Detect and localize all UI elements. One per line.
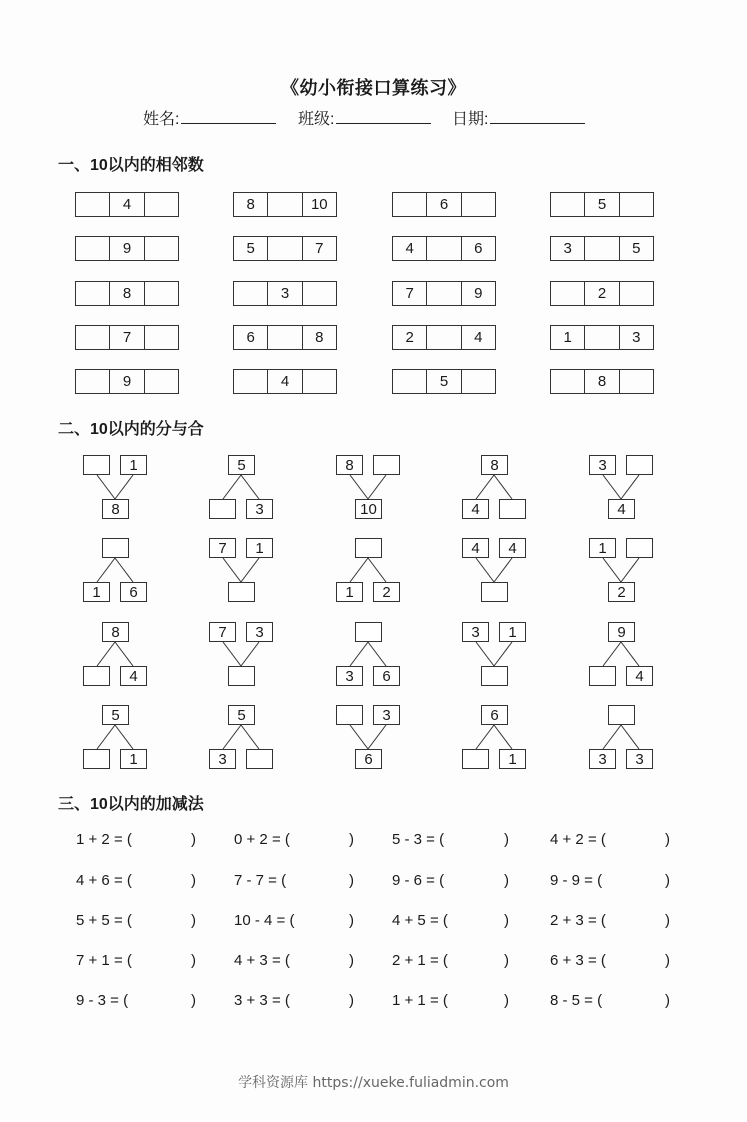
close-paren: ) <box>191 872 196 889</box>
close-paren: ) <box>191 992 196 1009</box>
bond-part-right-number: 1 <box>120 749 147 769</box>
close-paren: ) <box>191 912 196 929</box>
given-number-cell: 8 <box>584 370 618 393</box>
equation-text: 5 - 3 = ( <box>392 831 445 848</box>
answer-blank-cell[interactable] <box>267 193 301 216</box>
bond-part-right-number: 1 <box>499 749 526 769</box>
number-bond-merge <box>576 538 666 604</box>
bond-whole-blank[interactable] <box>228 666 255 686</box>
arithmetic-problem <box>392 872 509 889</box>
bond-part-right-number: 6 <box>373 666 400 686</box>
adjacent-number-triple <box>233 281 337 306</box>
given-number-cell: 6 <box>461 237 495 260</box>
adjacent-number-triple <box>233 192 337 217</box>
equation-text: 2 + 3 = ( <box>550 912 606 929</box>
close-paren: ) <box>504 992 509 1009</box>
given-number-cell: 5 <box>584 193 618 216</box>
number-bond-merge <box>576 455 666 521</box>
class-blank[interactable] <box>336 109 431 124</box>
equation-text: 7 - 7 = ( <box>234 872 287 889</box>
number-bond-merge <box>449 538 539 604</box>
bond-whole-number: 6 <box>481 705 508 725</box>
bond-part-right-number: 3 <box>246 622 273 642</box>
bond-part-left-blank[interactable] <box>209 499 236 519</box>
close-paren: ) <box>349 831 354 848</box>
answer-blank-cell[interactable] <box>584 326 618 349</box>
bond-part-right-number: 3 <box>626 749 653 769</box>
close-paren: ) <box>504 952 509 969</box>
given-number-cell: 1 <box>563 329 572 346</box>
close-paren: ) <box>349 912 354 929</box>
equation-text: 0 + 2 = ( <box>234 831 290 848</box>
close-paren: ) <box>504 872 509 889</box>
number-bond-split <box>196 455 286 521</box>
answer-blank-cell[interactable] <box>551 370 584 393</box>
arithmetic-problem <box>234 912 354 929</box>
bond-part-left-number: 7 <box>209 622 236 642</box>
given-number-cell: 4 <box>405 240 414 257</box>
adjacent-number-triple <box>233 236 337 261</box>
adjacent-number-triple <box>392 236 496 261</box>
adjacent-number-triple <box>550 369 654 394</box>
close-paren: ) <box>504 831 509 848</box>
bond-whole-number: 5 <box>228 705 255 725</box>
given-number-cell: 7 <box>109 326 143 349</box>
bond-whole-number: 8 <box>102 622 129 642</box>
close-paren: ) <box>349 952 354 969</box>
answer-blank-cell[interactable] <box>144 282 178 305</box>
given-number-cell: 5 <box>426 370 460 393</box>
worksheet-title: 《幼小衔接口算练习》 <box>281 78 466 98</box>
answer-blank[interactable] <box>622 912 660 930</box>
answer-blank-cell[interactable] <box>267 237 301 260</box>
number-bond-split <box>449 705 539 771</box>
arithmetic-problem <box>550 872 670 889</box>
bond-part-left-blank[interactable] <box>589 666 616 686</box>
answer-blank-cell[interactable] <box>461 193 495 216</box>
class-label: 班级: <box>298 111 335 128</box>
answer-blank-cell[interactable] <box>234 282 267 305</box>
number-bond-merge <box>323 705 413 771</box>
given-number-cell: 3 <box>267 282 301 305</box>
answer-blank[interactable] <box>148 992 186 1010</box>
name-blank[interactable] <box>181 109 276 124</box>
bond-whole-number: 4 <box>608 499 635 519</box>
answer-blank[interactable] <box>306 912 344 930</box>
bond-part-right-number: 1 <box>120 455 147 475</box>
bond-part-right-number: 6 <box>120 582 147 602</box>
section3-title: 三、10以内的加减法 <box>58 796 204 813</box>
number-bond-split <box>323 538 413 604</box>
bond-part-left-number: 1 <box>336 582 363 602</box>
bond-whole-blank[interactable] <box>355 538 382 558</box>
answer-blank-cell[interactable] <box>76 370 109 393</box>
adjacent-number-triple <box>392 192 496 217</box>
name-field[interactable] <box>143 106 276 129</box>
answer-blank-cell[interactable] <box>551 282 584 305</box>
adjacent-number-triple <box>550 236 654 261</box>
bond-part-right-number: 3 <box>246 499 273 519</box>
given-number-cell: 7 <box>405 285 414 302</box>
given-number-cell: 4 <box>109 193 143 216</box>
arithmetic-problem <box>550 952 670 969</box>
answer-blank-cell[interactable] <box>584 237 618 260</box>
adjacent-number-triple <box>75 192 179 217</box>
answer-blank[interactable] <box>148 872 186 890</box>
given-number-cell: 3 <box>619 326 653 349</box>
bond-part-right-blank[interactable] <box>626 455 653 475</box>
equation-text: 4 + 6 = ( <box>76 872 132 889</box>
answer-blank[interactable] <box>148 912 186 930</box>
answer-blank-cell[interactable] <box>76 326 109 349</box>
bond-part-right-blank[interactable] <box>626 538 653 558</box>
bond-whole-number: 5 <box>102 705 129 725</box>
arithmetic-problem <box>392 992 509 1009</box>
number-bond-split <box>576 705 666 771</box>
answer-blank-cell[interactable] <box>234 370 267 393</box>
answer-blank-cell[interactable] <box>426 282 460 305</box>
adjacent-number-triple <box>550 325 654 350</box>
equation-text: 4 + 5 = ( <box>392 912 448 929</box>
given-number-cell: 6 <box>426 193 460 216</box>
name-label: 姓名: <box>143 111 180 128</box>
arithmetic-problem <box>234 952 354 969</box>
number-bond-merge <box>70 455 160 521</box>
given-number-cell: 8 <box>109 282 143 305</box>
number-bond-split <box>576 622 666 688</box>
answer-blank-cell[interactable] <box>619 193 653 216</box>
answer-blank-cell[interactable] <box>426 237 460 260</box>
arithmetic-problem <box>76 912 196 929</box>
equation-text: 6 + 3 = ( <box>550 952 606 969</box>
adjacent-number-triple <box>75 281 179 306</box>
arithmetic-problem <box>234 872 354 889</box>
equation-text: 8 - 5 = ( <box>550 992 603 1009</box>
answer-blank-cell[interactable] <box>144 326 178 349</box>
number-bond-split <box>70 538 160 604</box>
given-number-cell: 5 <box>619 237 653 260</box>
answer-blank[interactable] <box>622 952 660 970</box>
answer-blank-cell[interactable] <box>551 193 584 216</box>
answer-blank[interactable] <box>306 831 344 849</box>
bond-part-left-number: 3 <box>209 749 236 769</box>
given-number-cell: 9 <box>109 237 143 260</box>
bond-part-left-number: 1 <box>589 538 616 558</box>
close-paren: ) <box>665 912 670 929</box>
bond-part-left-blank[interactable] <box>83 749 110 769</box>
bond-part-right-blank[interactable] <box>373 455 400 475</box>
date-label: 日期: <box>452 111 489 128</box>
close-paren: ) <box>191 952 196 969</box>
adjacent-number-triple <box>392 281 496 306</box>
given-number-cell: 8 <box>302 326 336 349</box>
bond-part-right-number: 4 <box>499 538 526 558</box>
given-number-cell: 8 <box>246 196 255 213</box>
bond-part-right-blank[interactable] <box>499 499 526 519</box>
number-bond-merge <box>323 455 413 521</box>
adjacent-number-triple <box>392 369 496 394</box>
close-paren: ) <box>504 912 509 929</box>
answer-blank-cell[interactable] <box>144 193 178 216</box>
bond-part-right-number: 1 <box>499 622 526 642</box>
number-bond-merge <box>449 622 539 688</box>
close-paren: ) <box>191 831 196 848</box>
given-number-cell: 4 <box>267 370 301 393</box>
given-number-cell: 3 <box>563 240 572 257</box>
bond-whole-number: 6 <box>355 749 382 769</box>
answer-blank-cell[interactable] <box>76 282 109 305</box>
equation-text: 9 - 3 = ( <box>76 992 129 1009</box>
answer-blank-cell[interactable] <box>302 282 336 305</box>
bond-part-left-number: 4 <box>462 499 489 519</box>
close-paren: ) <box>665 831 670 848</box>
arithmetic-problem <box>392 952 509 969</box>
arithmetic-problem <box>392 831 509 848</box>
bond-part-right-number: 4 <box>120 666 147 686</box>
answer-blank-cell[interactable] <box>393 370 426 393</box>
answer-blank[interactable] <box>464 831 502 849</box>
number-bond-split <box>323 622 413 688</box>
adjacent-number-triple <box>550 192 654 217</box>
bond-whole-blank[interactable] <box>481 666 508 686</box>
number-bond-merge <box>196 538 286 604</box>
adjacent-number-triple <box>392 325 496 350</box>
bond-part-right-number: 3 <box>373 705 400 725</box>
answer-blank[interactable] <box>464 952 502 970</box>
bond-part-left-number: 4 <box>462 538 489 558</box>
section1-title: 一、10以内的相邻数 <box>58 157 204 174</box>
equation-text: 4 + 2 = ( <box>550 831 606 848</box>
arithmetic-problem <box>76 992 196 1009</box>
given-number-cell: 7 <box>302 237 336 260</box>
bond-whole-blank[interactable] <box>608 705 635 725</box>
bond-part-right-blank[interactable] <box>246 749 273 769</box>
answer-blank-cell[interactable] <box>76 193 109 216</box>
bond-part-right-number: 1 <box>246 538 273 558</box>
equation-text: 2 + 1 = ( <box>392 952 448 969</box>
bond-part-left-number: 7 <box>209 538 236 558</box>
bond-part-left-blank[interactable] <box>83 666 110 686</box>
answer-blank-cell[interactable] <box>302 370 336 393</box>
arithmetic-problem <box>550 992 670 1009</box>
given-number-cell: 5 <box>246 240 255 257</box>
answer-blank-cell[interactable] <box>461 370 495 393</box>
adjacent-number-triple <box>233 369 337 394</box>
adjacent-number-triple <box>75 369 179 394</box>
bond-part-right-number: 4 <box>626 666 653 686</box>
number-bond-split <box>449 455 539 521</box>
answer-blank[interactable] <box>148 952 186 970</box>
answer-blank-cell[interactable] <box>76 237 109 260</box>
bond-whole-number: 9 <box>608 622 635 642</box>
number-bond-split <box>70 622 160 688</box>
arithmetic-problem <box>76 831 196 848</box>
arithmetic-problem <box>76 952 196 969</box>
bond-part-left-number: 3 <box>589 749 616 769</box>
equation-text: 9 - 6 = ( <box>392 872 445 889</box>
arithmetic-problem <box>76 872 196 889</box>
answer-blank[interactable] <box>148 831 186 849</box>
close-paren: ) <box>665 872 670 889</box>
bond-whole-number: 8 <box>481 455 508 475</box>
bond-whole-blank[interactable] <box>102 538 129 558</box>
number-bond-split <box>70 705 160 771</box>
adjacent-number-triple <box>233 325 337 350</box>
equation-text: 10 - 4 = ( <box>234 912 295 929</box>
answer-blank[interactable] <box>464 872 502 890</box>
adjacent-number-triple <box>75 236 179 261</box>
date-field[interactable] <box>452 106 585 129</box>
equation-text: 1 + 1 = ( <box>392 992 448 1009</box>
close-paren: ) <box>349 872 354 889</box>
answer-blank[interactable] <box>306 992 344 1010</box>
bond-whole-blank[interactable] <box>228 582 255 602</box>
bond-part-left-number: 3 <box>462 622 489 642</box>
footer-watermark: 学科资源库 https://xueke.fuliadmin.com <box>238 1075 509 1091</box>
given-number-cell: 4 <box>461 326 495 349</box>
bond-part-left-number: 8 <box>336 455 363 475</box>
close-paren: ) <box>665 952 670 969</box>
number-bond-merge <box>196 622 286 688</box>
close-paren: ) <box>349 992 354 1009</box>
given-number-cell: 2 <box>405 329 414 346</box>
number-bond-split <box>196 705 286 771</box>
close-paren: ) <box>665 992 670 1009</box>
answer-blank-cell[interactable] <box>144 370 178 393</box>
given-number-cell: 2 <box>584 282 618 305</box>
given-number-cell: 9 <box>109 370 143 393</box>
answer-blank-cell[interactable] <box>267 326 301 349</box>
answer-blank[interactable] <box>464 912 502 930</box>
equation-text: 5 + 5 = ( <box>76 912 132 929</box>
answer-blank[interactable] <box>622 872 660 890</box>
given-number-cell: 9 <box>461 282 495 305</box>
answer-blank-cell[interactable] <box>393 193 426 216</box>
class-field[interactable] <box>298 106 431 129</box>
answer-blank[interactable] <box>622 992 660 1010</box>
bond-whole-blank[interactable] <box>481 582 508 602</box>
arithmetic-problem <box>550 831 670 848</box>
bond-whole-number: 2 <box>608 582 635 602</box>
bond-whole-blank[interactable] <box>355 622 382 642</box>
bond-whole-number: 8 <box>102 499 129 519</box>
bond-whole-number: 10 <box>355 499 382 519</box>
answer-blank[interactable] <box>622 831 660 849</box>
bond-part-left-blank[interactable] <box>336 705 363 725</box>
bond-part-left-number: 3 <box>589 455 616 475</box>
arithmetic-problem <box>234 831 354 848</box>
arithmetic-problem <box>550 912 670 929</box>
answer-blank-cell[interactable] <box>426 326 460 349</box>
answer-blank[interactable] <box>306 872 344 890</box>
arithmetic-problem <box>392 912 509 929</box>
date-blank[interactable] <box>490 109 585 124</box>
answer-blank-cell[interactable] <box>619 282 653 305</box>
equation-text: 7 + 1 = ( <box>76 952 132 969</box>
adjacent-number-triple <box>550 281 654 306</box>
section2-title: 二、10以内的分与合 <box>58 421 204 438</box>
adjacent-number-triple <box>75 325 179 350</box>
bond-part-left-number: 3 <box>336 666 363 686</box>
equation-text: 1 + 2 = ( <box>76 831 132 848</box>
answer-blank-cell[interactable] <box>619 370 653 393</box>
answer-blank[interactable] <box>306 952 344 970</box>
bond-whole-number: 5 <box>228 455 255 475</box>
bond-part-left-blank[interactable] <box>83 455 110 475</box>
arithmetic-problem <box>234 992 354 1009</box>
answer-blank-cell[interactable] <box>144 237 178 260</box>
answer-blank[interactable] <box>464 992 502 1010</box>
bond-part-left-blank[interactable] <box>462 749 489 769</box>
given-number-cell: 6 <box>246 329 255 346</box>
bond-part-right-number: 2 <box>373 582 400 602</box>
equation-text: 9 - 9 = ( <box>550 872 603 889</box>
equation-text: 3 + 3 = ( <box>234 992 290 1009</box>
equation-text: 4 + 3 = ( <box>234 952 290 969</box>
bond-part-left-number: 1 <box>83 582 110 602</box>
given-number-cell: 10 <box>302 193 336 216</box>
